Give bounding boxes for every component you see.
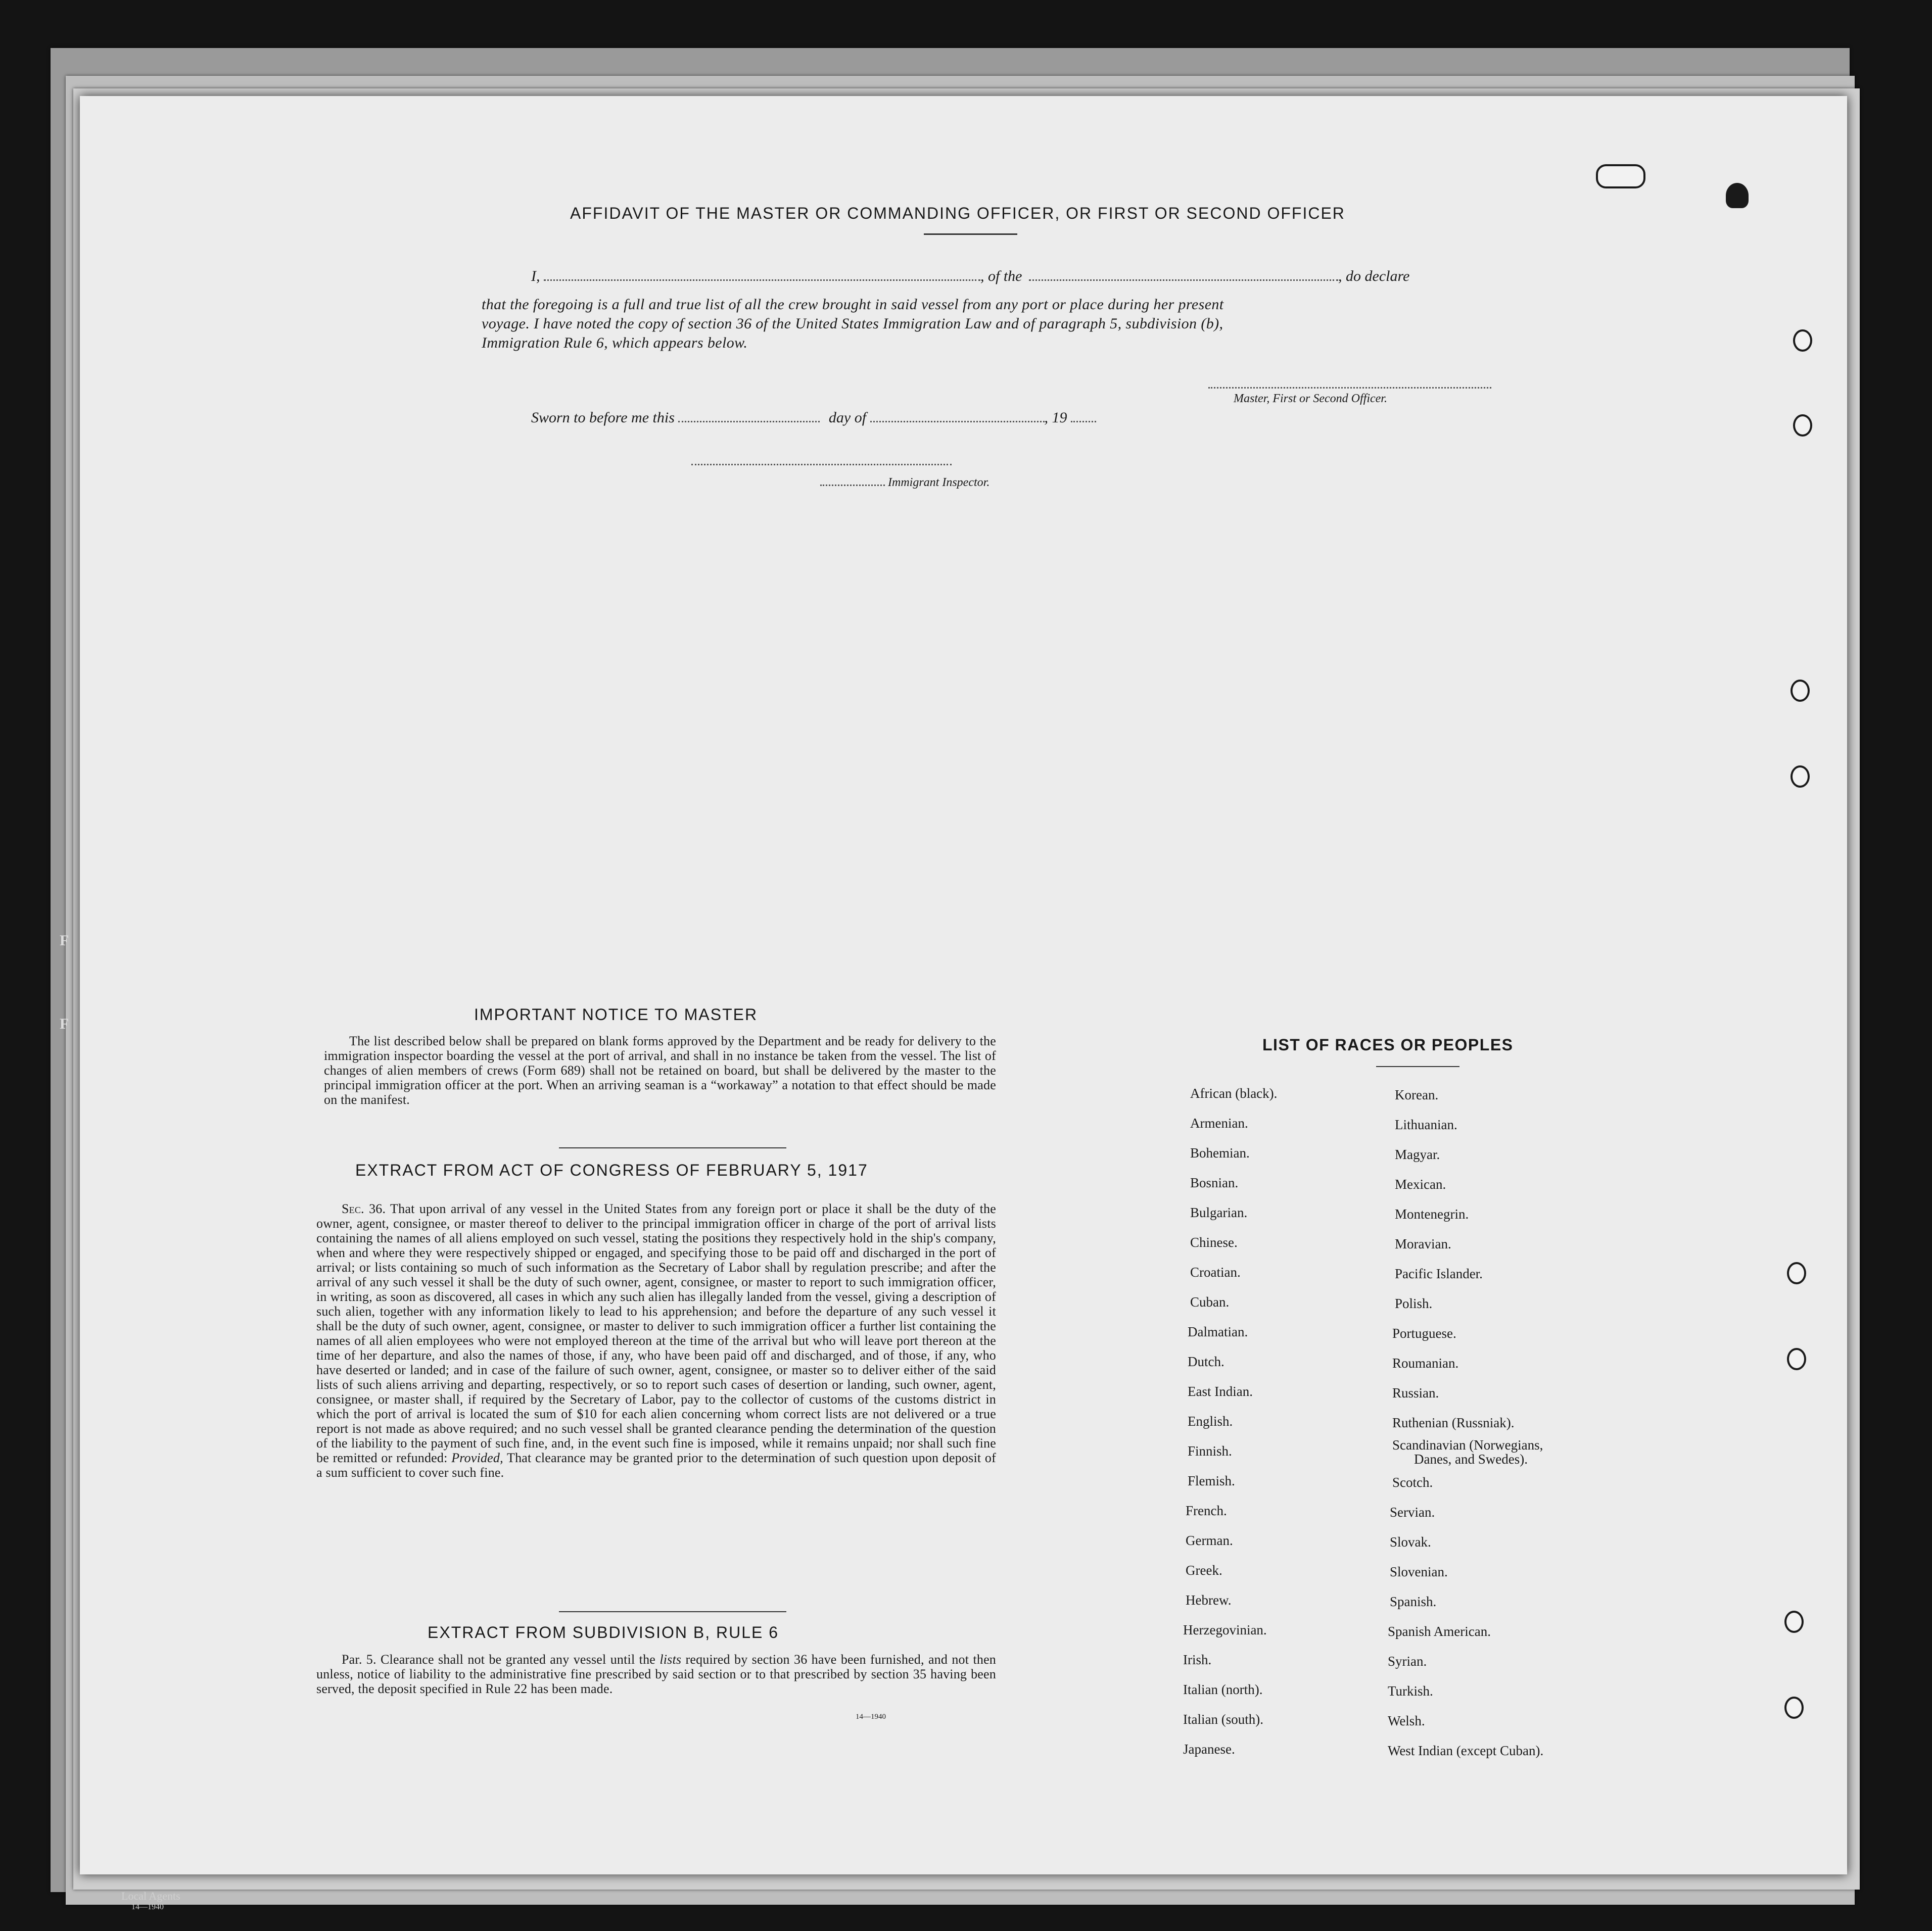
form-page (80, 96, 1847, 1874)
race-item: Italian (south). (1183, 1712, 1263, 1727)
race-item: Polish. (1395, 1296, 1433, 1311)
race-item: Flemish. (1188, 1473, 1235, 1488)
provided-word: Provided, (451, 1451, 503, 1465)
race-item: Portuguese. (1392, 1326, 1456, 1341)
race-item: Syrian. (1388, 1654, 1427, 1669)
section-label: Sec. 36. (342, 1201, 386, 1216)
act-text-end: That clearance may be granted prior to the determination of such question upon deposit of a sum sufficient to cover such fine. (316, 1451, 996, 1480)
section-rule (559, 1611, 786, 1612)
race-item: West Indian (except Cuban). (1388, 1743, 1544, 1758)
race-item: Servian. (1390, 1505, 1435, 1520)
inspector-signature-line (691, 464, 952, 465)
race-item: Irish. (1183, 1652, 1212, 1667)
sworn-year: , 19 (1044, 409, 1067, 426)
race-item: Croatian. (1190, 1265, 1241, 1280)
race-item: Roumanian. (1392, 1356, 1459, 1371)
race-item: Korean. (1395, 1087, 1439, 1102)
sworn-year-blank (1071, 416, 1096, 422)
race-item: Slovak. (1390, 1534, 1431, 1550)
race-item: Hebrew. (1186, 1592, 1232, 1608)
race-item: Scandinavian (Norwegians, (1392, 1437, 1543, 1453)
race-item: Armenian. (1190, 1116, 1248, 1131)
races-title: LIST OF RACES OR PEOPLES (1262, 1036, 1514, 1054)
race-item: Dalmatian. (1188, 1324, 1248, 1339)
punch-hole (1787, 1262, 1806, 1284)
race-item: Pacific Islander. (1395, 1266, 1483, 1281)
race-item: Bohemian. (1190, 1145, 1250, 1161)
affidavit-title: AFFIDAVIT OF THE MASTER OR COMMANDING OFFICER, OR FIRST OR SECOND OFFICER (570, 204, 1345, 222)
punch-hole (1790, 765, 1810, 788)
affidavit-do-declare: , do declare (1338, 268, 1410, 284)
notice-title: IMPORTANT NOTICE TO MASTER (474, 1005, 758, 1024)
name-blank (544, 274, 980, 281)
punch-hole (1784, 1697, 1804, 1719)
race-item: Finnish. (1188, 1443, 1232, 1459)
race-item: Moravian. (1395, 1236, 1451, 1251)
act-text-main: That upon arrival of any vessel in the United States from any foreign port or place it shall be the duty of the owner, agent, consignee, or master thereof to deliver to the principal immigration officer in charge of the port of arrival lists containing the names of all aliens employed on such vessel, stating the positions they respectively hold in the ship's company, when and where they were respectively shipped or engaged, and specifying those to be paid off and discharged in the port of arrival; or lists containing so much of such information as the Secretary of Labor shall by regulation prescribe; and after the arrival of any such vessel it shall be the duty of such owner, agent, consignee, or master to report to such immigration officer, in writing, as soon as discovered, all cases in which any such alien has illegally landed from the vessel, giving a description of such alien, together with any information likely to lead to his apprehension; and before the departure of any such vessel it shall be the duty of such owner, agent, consignee, or master to deliver to such immigration officer a further list containing the names of all alien employees who were not employed thereon at the time of the arrival but who will leave port thereon at the time of her departure, and also the names of those, if any, who have been paid off and discharged, and of those, if any, who have deserted or landed; and in case of the failure of such owner, agent, consignee, or master so to deliver either of the said lists of such aliens arriving and departing, respectively, or so to report such cases of desertion or landing, such owner, agent, consignee, or master shall, if required by the Secretary of Labor, pay to the collector of customs of the customs district in which the port of arrival is located the sum of $10 for each alien concerning whom correct lists are not delivered or a true report is not made as above required; and no such vessel shall be granted clearance pending the determination of the question of the liability to the payment of such fine, and, in the event such fine is imposed, while it remains unpaid; nor shall such fine be remitted or refunded: (316, 1201, 996, 1465)
rule-text-start: Clearance shall not be granted any vessel until the (380, 1652, 656, 1667)
affidavit-of-the: , of the (980, 268, 1022, 284)
underlying-sheet-footer-number: 14—1940 (131, 1903, 164, 1911)
title-rule (924, 233, 1017, 235)
race-item: Turkish. (1388, 1683, 1433, 1699)
race-item: Spanish American. (1388, 1624, 1491, 1639)
race-item: Mexican. (1395, 1177, 1446, 1192)
race-item: Herzegovinian. (1183, 1622, 1267, 1637)
master-signature-line (1208, 387, 1491, 389)
act-extract-title: EXTRACT FROM ACT OF CONGRESS OF FEBRUARY 5, 1917 (355, 1161, 868, 1179)
race-item: Scotch. (1392, 1475, 1433, 1490)
race-item: French. (1186, 1503, 1227, 1518)
par-label: Par. 5. (342, 1652, 376, 1667)
section-rule (559, 1147, 786, 1148)
race-item: Bulgarian. (1190, 1205, 1248, 1220)
affidavit-i: I, (531, 268, 540, 284)
race-item: Ruthenian (Russniak). (1392, 1415, 1515, 1430)
race-item: Dutch. (1188, 1354, 1224, 1369)
race-item: Bosnian. (1190, 1175, 1239, 1190)
sworn-line (531, 409, 1096, 426)
torn-mark (1596, 164, 1645, 188)
rule-extract-title: EXTRACT FROM SUBDIVISION B, RULE 6 (428, 1623, 779, 1642)
inspector-label: Immigrant Inspector. (888, 476, 990, 489)
affidavit-line-2: that the foregoing is a full and true list of all the crew brought in said vessel from any port or place during her present (482, 296, 1224, 313)
sworn-prefix: Sworn to before me this (531, 409, 675, 426)
form-number: 14—1940 (856, 1713, 886, 1721)
vessel-blank (1029, 274, 1338, 281)
rule-extract-paragraph (316, 1652, 996, 1696)
punch-hole (1787, 1348, 1806, 1370)
edge-letter: F (60, 1016, 69, 1032)
race-item: East Indian. (1188, 1384, 1253, 1399)
race-item: Chinese. (1190, 1235, 1238, 1250)
inspector-prefix-blank (820, 480, 885, 486)
race-item: African (black). (1190, 1086, 1278, 1101)
notice-paragraph: The list described below shall be prepared on blank forms approved by the Department and be ready for delivery to the immigration inspector boarding the vessel at the port of arrival, and shall in no instance be taken from the vessel. The list of changes of alien members of crews (Form 689) shall not be retained on board, but shall be delivered by the master to the principal immigration officer at the port. When an arriving seaman is a “workaway” a notation to that effect should be made on the manifest. (324, 1034, 996, 1107)
race-item: Magyar. (1395, 1147, 1440, 1162)
affidavit-line-4: Immigration Rule 6, which appears below. (482, 334, 748, 351)
race-item: Slovenian. (1390, 1564, 1448, 1579)
act-extract-paragraph (316, 1201, 996, 1480)
race-item: Japanese. (1183, 1742, 1235, 1757)
race-item: Danes, and Swedes). (1414, 1452, 1528, 1467)
race-item: Italian (north). (1183, 1682, 1263, 1697)
race-item: Spanish. (1390, 1594, 1437, 1609)
races-title-rule (1376, 1066, 1459, 1067)
act-extract-text (316, 1201, 996, 1480)
punch-hole (1793, 414, 1812, 437)
edge-letter: F (60, 932, 69, 949)
sworn-month-blank (870, 416, 1045, 422)
race-item: Russian. (1392, 1385, 1439, 1401)
underlying-sheet-footer (121, 1891, 180, 1913)
race-item: Greek. (1186, 1563, 1222, 1578)
affidavit-line-3: voyage. I have noted the copy of section 36 of the United States Immigration Law and of paragraph 5, subdivision (b), (482, 315, 1223, 332)
affidavit-line-1 (531, 268, 1409, 285)
notice-text (324, 1034, 996, 1107)
race-item: Cuban. (1190, 1294, 1230, 1310)
race-item: German. (1186, 1533, 1233, 1548)
lists-word: lists (659, 1652, 682, 1667)
race-item: Welsh. (1388, 1713, 1425, 1728)
sworn-date-blank (678, 416, 820, 422)
torn-mark (1726, 183, 1749, 208)
punch-hole (1790, 680, 1810, 702)
race-item: English. (1188, 1414, 1233, 1429)
inspector-line (820, 476, 989, 490)
rule-extract-text (316, 1652, 996, 1696)
race-item: Montenegrin. (1395, 1206, 1469, 1222)
underlying-sheet-footer-line: Local Agents (121, 1890, 180, 1902)
punch-hole (1784, 1611, 1804, 1633)
race-item: Lithuanian. (1395, 1117, 1457, 1132)
master-signature-label: Master, First or Second Officer. (1234, 392, 1387, 405)
sworn-day-of: day of (828, 409, 867, 426)
punch-hole (1793, 329, 1812, 352)
rule-text-end: required by section 36 have been furnished, and not then unless, notice of liability to the administrative fine prescribed by said section or to that prescribed by section 35 having been served, the deposit specified in Rule 22 has been made. (316, 1652, 997, 1696)
